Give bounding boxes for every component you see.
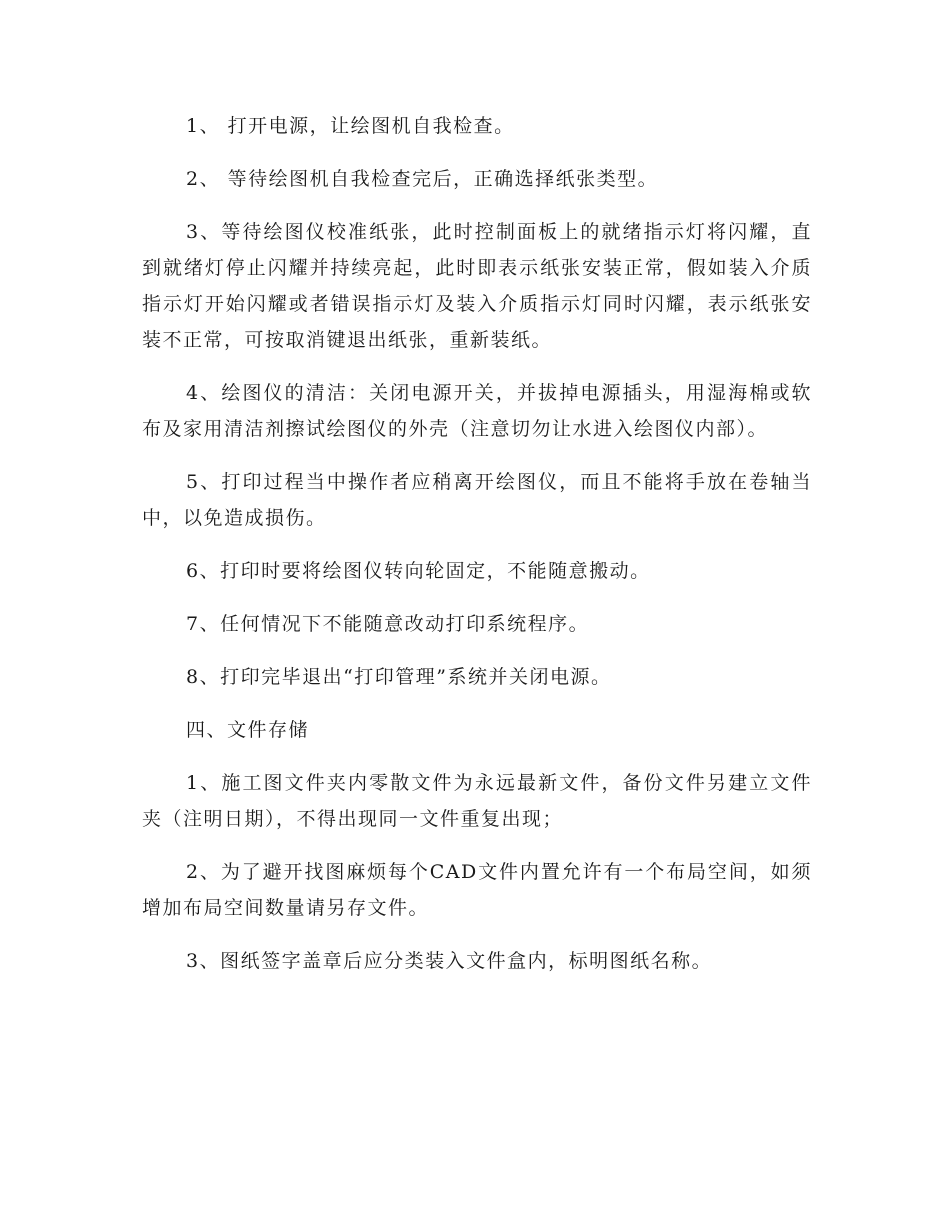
document-body: [142, 108, 812, 996]
paragraph-step-4: 4、绘图仪的清洁：关闭电源开关，并拔掉电源插头，用湿海棉或软布及家用清洁剂擦试绘图仪的外壳（注意切勿让水进入绘图仪内部）。: [142, 382, 812, 440]
section-heading: 四、文件存储: [186, 719, 310, 741]
paragraph-step-1: 1、 打开电源，让绘图机自我检查。: [186, 115, 515, 137]
paragraph-step-8: 8、打印完毕退出“打印管理”系统并关闭电源。: [186, 666, 612, 688]
paragraph-step-6: 6、打印时要将绘图仪转向轮固定，不能随意搬动。: [186, 560, 651, 582]
paragraph-step-2: 2、 等待绘图机自我检查完后，正确选择纸张类型。: [186, 168, 659, 190]
paragraph-step-3: 3、等待绘图仪校准纸张，此时控制面板上的就绪指示灯将闪耀，直到就绪灯停止闪耀并持续亮起，此时即表示纸张安装正常，假如装入介质指示灯开始闪耀或者错误指示灯及装入介质指示灯同时闪耀，表示纸张安装不正常，可按取消键退出纸张，重新装纸。: [142, 221, 812, 351]
paragraph-step-5: 5、打印过程当中操作者应稍离开绘图仪，而且不能将手放在卷轴当中，以免造成损伤。: [142, 471, 812, 529]
paragraph-storage-2: 2、为了避开找图麻烦每个CAD文件内置允许有一个布局空间，如须增加布局空间数量请另存文件。: [142, 861, 812, 919]
paragraph-step-7: 7、任何情况下不能随意改动打印系统程序。: [186, 613, 590, 635]
paragraph-storage-1: 1、施工图文件夹内零散文件为永远最新文件，备份文件另建立文件夹（注明日期），不得出现同一文件重复出现；: [142, 772, 812, 830]
paragraph-storage-3: 3、图纸签字盖章后应分类装入文件盒内，标明图纸名称。: [186, 950, 713, 972]
